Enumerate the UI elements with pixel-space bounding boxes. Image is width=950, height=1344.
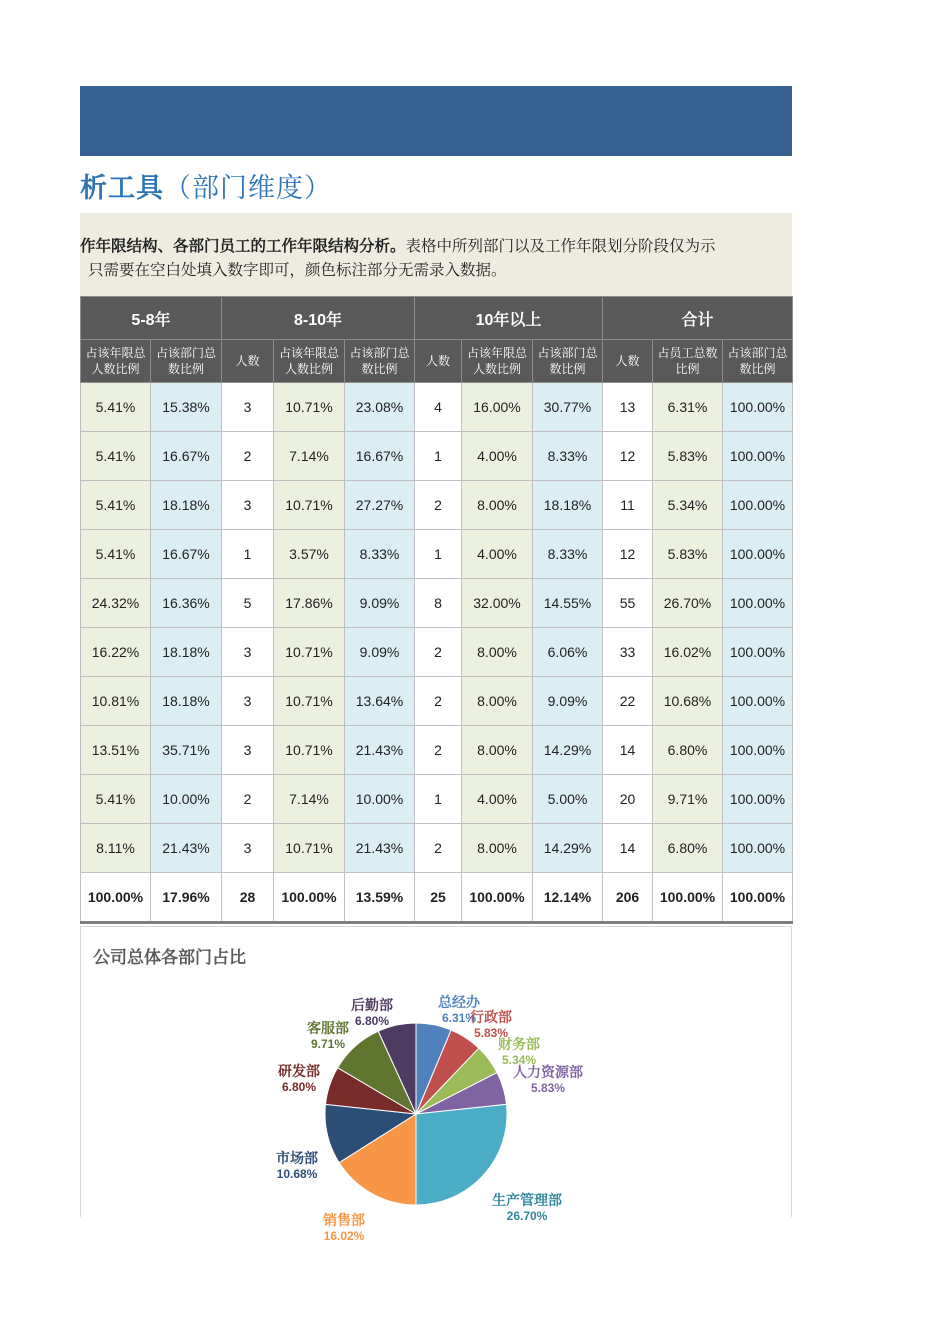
pie-category-label: 行政部 xyxy=(470,1010,512,1026)
tenure-table xyxy=(80,296,793,924)
pie-value-label: 5.34% xyxy=(501,1053,537,1067)
pie-slice xyxy=(416,1104,507,1205)
table-row xyxy=(81,432,793,481)
table-cell[interactable]: 5.83% xyxy=(653,432,723,481)
table-cell[interactable]: 1 xyxy=(415,530,462,579)
table-cell[interactable]: 1 xyxy=(222,530,274,579)
table-cell[interactable]: 100.00% xyxy=(723,726,793,775)
table-cell[interactable]: 16.00% xyxy=(462,383,533,432)
table-cell[interactable]: 8.33% xyxy=(533,530,603,579)
table-cell[interactable]: 21.43% xyxy=(345,824,415,873)
table-cell[interactable]: 17.86% xyxy=(274,579,345,628)
table-cell[interactable]: 8.33% xyxy=(345,530,415,579)
table-cell[interactable]: 8.00% xyxy=(462,628,533,677)
table-cell[interactable]: 2 xyxy=(415,628,462,677)
table-cell[interactable]: 4.00% xyxy=(462,775,533,824)
pie-value-label: 16.02% xyxy=(323,1229,365,1243)
table-cell[interactable]: 32.00% xyxy=(462,579,533,628)
table-cell[interactable]: 23.08% xyxy=(345,383,415,432)
table-cell[interactable]: 21.43% xyxy=(345,726,415,775)
table-cell[interactable]: 10.71% xyxy=(274,628,345,677)
pie-category-label: 市场部 xyxy=(276,1151,318,1167)
chart-title: 公司总体各部门占比 xyxy=(93,948,246,968)
table-cell[interactable]: 3 xyxy=(222,677,274,726)
table-cell[interactable]: 5.00% xyxy=(533,775,603,824)
table-cell[interactable]: 100.00% xyxy=(723,481,793,530)
table-cell[interactable]: 16.67% xyxy=(345,432,415,481)
pie-category-label: 销售部 xyxy=(323,1213,365,1229)
table-row xyxy=(81,530,793,579)
table-cell[interactable]: 16.67% xyxy=(151,530,222,579)
table-cell[interactable]: 4.00% xyxy=(462,530,533,579)
pie-value-label: 9.71% xyxy=(310,1037,346,1051)
table-cell[interactable]: 22 xyxy=(603,677,653,726)
table-cell[interactable]: 5.41% xyxy=(81,775,151,824)
total-row xyxy=(81,873,793,923)
table-cell[interactable]: 18.18% xyxy=(151,481,222,530)
table-cell[interactable]: 9.09% xyxy=(533,677,603,726)
table-cell[interactable]: 7.14% xyxy=(274,432,345,481)
title-paren: （部门维度） xyxy=(164,173,332,204)
sub-header-cell: 占该部门总数比例 xyxy=(345,340,415,383)
table-cell[interactable]: 20 xyxy=(603,775,653,824)
table-cell[interactable]: 3 xyxy=(222,726,274,775)
pie-category-label: 总经办 xyxy=(438,995,480,1011)
table-cell[interactable]: 9.71% xyxy=(653,775,723,824)
table-cell[interactable]: 8.00% xyxy=(462,481,533,530)
pie-chart xyxy=(81,927,791,1243)
table-cell[interactable]: 3 xyxy=(222,383,274,432)
table-cell[interactable]: 16.02% xyxy=(653,628,723,677)
table-cell[interactable]: 11 xyxy=(603,481,653,530)
description-bold: 作年限结构、各部门员工的工作年限结构分析。 xyxy=(80,237,406,255)
table-cell[interactable]: 26.70% xyxy=(653,579,723,628)
table-cell[interactable]: 10.71% xyxy=(274,383,345,432)
table-row xyxy=(81,726,793,775)
table-cell[interactable]: 33 xyxy=(603,628,653,677)
table-cell[interactable]: 10.71% xyxy=(274,726,345,775)
pie-category-label: 客服部 xyxy=(307,1021,349,1037)
table-cell[interactable]: 12 xyxy=(603,432,653,481)
table-cell[interactable]: 10.71% xyxy=(274,677,345,726)
table-cell[interactable]: 10.81% xyxy=(81,677,151,726)
pie-category-label: 人力资源部 xyxy=(513,1065,583,1081)
table-cell[interactable]: 8.00% xyxy=(462,677,533,726)
pie-value-label: 26.70% xyxy=(506,1209,548,1223)
table-cell[interactable]: 100.00% xyxy=(723,677,793,726)
table-row xyxy=(81,775,793,824)
sub-header-cell: 占该年限总人数比例 xyxy=(462,340,533,383)
table-cell[interactable]: 21.43% xyxy=(151,824,222,873)
page-title xyxy=(80,166,332,205)
header-banner xyxy=(80,86,792,156)
table-cell[interactable]: 14 xyxy=(603,726,653,775)
table-cell[interactable]: 2 xyxy=(222,432,274,481)
description-rest: 表格中所列部门以及工作年限划分阶段仅为示 xyxy=(405,237,716,255)
table-cell[interactable]: 5 xyxy=(222,579,274,628)
table-cell[interactable]: 100.00% xyxy=(723,628,793,677)
table-cell[interactable]: 30.77% xyxy=(533,383,603,432)
pie-value-label: 5.83% xyxy=(473,1026,509,1040)
table-row xyxy=(81,481,793,530)
total-cell: 12.14% xyxy=(533,873,603,923)
table-row xyxy=(81,824,793,873)
table-row xyxy=(81,677,793,726)
total-cell: 28 xyxy=(222,873,274,923)
group-header-5-8: 5-8年 xyxy=(81,297,222,340)
table-cell[interactable]: 100.00% xyxy=(723,383,793,432)
table-cell[interactable]: 18.18% xyxy=(533,481,603,530)
table-cell[interactable]: 2 xyxy=(415,481,462,530)
table-cell[interactable]: 2 xyxy=(415,726,462,775)
table-cell[interactable]: 15.38% xyxy=(151,383,222,432)
table-cell[interactable]: 2 xyxy=(415,677,462,726)
sub-header-cell: 占该年限总人数比例 xyxy=(274,340,345,383)
pie-category-label: 研发部 xyxy=(278,1064,320,1080)
table-cell[interactable]: 3 xyxy=(222,824,274,873)
description-line-1 xyxy=(80,233,716,259)
total-cell: 100.00% xyxy=(462,873,533,923)
table-cell[interactable]: 13.64% xyxy=(345,677,415,726)
table-cell[interactable]: 10.71% xyxy=(274,824,345,873)
table-cell[interactable]: 14.55% xyxy=(533,579,603,628)
group-header-total: 合计 xyxy=(603,297,793,340)
table-cell[interactable]: 14 xyxy=(603,824,653,873)
table-cell[interactable]: 100.00% xyxy=(723,824,793,873)
table-cell[interactable]: 8.11% xyxy=(81,824,151,873)
table-cell[interactable]: 100.00% xyxy=(723,530,793,579)
table-cell[interactable]: 16.36% xyxy=(151,579,222,628)
pie-value-label: 10.68% xyxy=(276,1167,318,1181)
table-cell[interactable]: 5.83% xyxy=(653,530,723,579)
pie-value-label: 6.31% xyxy=(441,1011,477,1025)
table-cell[interactable]: 6.31% xyxy=(653,383,723,432)
table-cell[interactable]: 9.09% xyxy=(345,579,415,628)
total-cell: 100.00% xyxy=(653,873,723,923)
group-header-8-10: 8-10年 xyxy=(222,297,415,340)
table-cell[interactable]: 10.68% xyxy=(653,677,723,726)
total-cell: 25 xyxy=(415,873,462,923)
table-cell[interactable]: 5.41% xyxy=(81,432,151,481)
table-cell[interactable]: 8.00% xyxy=(462,726,533,775)
pie-value-label: 5.83% xyxy=(530,1081,566,1095)
pie-value-label: 6.80% xyxy=(281,1080,317,1094)
table-cell[interactable]: 3 xyxy=(222,628,274,677)
table-cell[interactable]: 5.41% xyxy=(81,530,151,579)
table-cell[interactable]: 100.00% xyxy=(723,775,793,824)
table-cell[interactable]: 8 xyxy=(415,579,462,628)
sub-header-cell: 占该部门总数比例 xyxy=(151,340,222,383)
table-cell[interactable]: 5.41% xyxy=(81,383,151,432)
table-cell[interactable]: 55 xyxy=(603,579,653,628)
table-row xyxy=(81,579,793,628)
sub-header-cell: 占员工总数比例 xyxy=(653,340,723,383)
total-cell: 13.59% xyxy=(345,873,415,923)
table-cell[interactable]: 16.67% xyxy=(151,432,222,481)
sub-header-cell: 占该部门总数比例 xyxy=(533,340,603,383)
table-cell[interactable]: 2 xyxy=(415,824,462,873)
table-cell[interactable]: 5.41% xyxy=(81,481,151,530)
sub-header-cell: 占该部门总数比例 xyxy=(723,340,793,383)
table-cell[interactable]: 4 xyxy=(415,383,462,432)
table-cell[interactable]: 5.34% xyxy=(653,481,723,530)
table-cell[interactable]: 1 xyxy=(415,432,462,481)
table-cell[interactable]: 9.09% xyxy=(345,628,415,677)
table-cell[interactable]: 3 xyxy=(222,481,274,530)
table-row xyxy=(81,628,793,677)
table-cell[interactable]: 2 xyxy=(222,775,274,824)
table-cell[interactable]: 18.18% xyxy=(151,628,222,677)
table-cell[interactable]: 18.18% xyxy=(151,677,222,726)
description-line-2: 只需要在空白处填入数字即可，颜色标注部分无需录入数据。 xyxy=(88,261,507,279)
total-cell: 100.00% xyxy=(723,873,793,923)
table-cell[interactable]: 8.00% xyxy=(462,824,533,873)
table-cell[interactable]: 4.00% xyxy=(462,432,533,481)
sub-header-cell: 人数 xyxy=(222,340,274,383)
table-cell[interactable]: 100.00% xyxy=(723,432,793,481)
table-cell[interactable]: 35.71% xyxy=(151,726,222,775)
table-row xyxy=(81,383,793,432)
description-box xyxy=(80,213,792,297)
pie-category-label: 后勤部 xyxy=(351,998,393,1014)
table-cell[interactable]: 10.00% xyxy=(345,775,415,824)
table-cell[interactable]: 7.14% xyxy=(274,775,345,824)
total-cell: 17.96% xyxy=(151,873,222,923)
table-cell[interactable]: 10.00% xyxy=(151,775,222,824)
table-cell[interactable]: 14.29% xyxy=(533,824,603,873)
group-header-10plus: 10年以上 xyxy=(415,297,603,340)
pie-category-label: 生产管理部 xyxy=(492,1193,562,1209)
sub-header-cell: 占该年限总人数比例 xyxy=(81,340,151,383)
table-cell[interactable]: 1 xyxy=(415,775,462,824)
pie-category-label: 财务部 xyxy=(498,1037,540,1053)
table-cell[interactable]: 27.27% xyxy=(345,481,415,530)
table-cell[interactable]: 14.29% xyxy=(533,726,603,775)
table-cell[interactable]: 13.51% xyxy=(81,726,151,775)
table-cell[interactable]: 24.32% xyxy=(81,579,151,628)
pie-chart-panel xyxy=(80,926,792,1243)
pie-value-label: 6.80% xyxy=(354,1014,390,1028)
sub-header-cell: 人数 xyxy=(415,340,462,383)
table-cell[interactable]: 13 xyxy=(603,383,653,432)
group-header-row xyxy=(81,297,793,340)
table-cell[interactable]: 10.71% xyxy=(274,481,345,530)
table-cell[interactable]: 12 xyxy=(603,530,653,579)
table-cell[interactable]: 16.22% xyxy=(81,628,151,677)
table-cell[interactable]: 8.33% xyxy=(533,432,603,481)
title-main: 析工具 xyxy=(80,173,164,204)
total-cell: 100.00% xyxy=(274,873,345,923)
table-cell[interactable]: 3.57% xyxy=(274,530,345,579)
sub-header-cell: 人数 xyxy=(603,340,653,383)
sub-header-row xyxy=(81,340,793,383)
table-cell[interactable]: 6.80% xyxy=(653,726,723,775)
table-cell[interactable]: 6.80% xyxy=(653,824,723,873)
total-cell: 206 xyxy=(603,873,653,923)
table-cell[interactable]: 100.00% xyxy=(723,579,793,628)
total-cell: 100.00% xyxy=(81,873,151,923)
table-cell[interactable]: 6.06% xyxy=(533,628,603,677)
